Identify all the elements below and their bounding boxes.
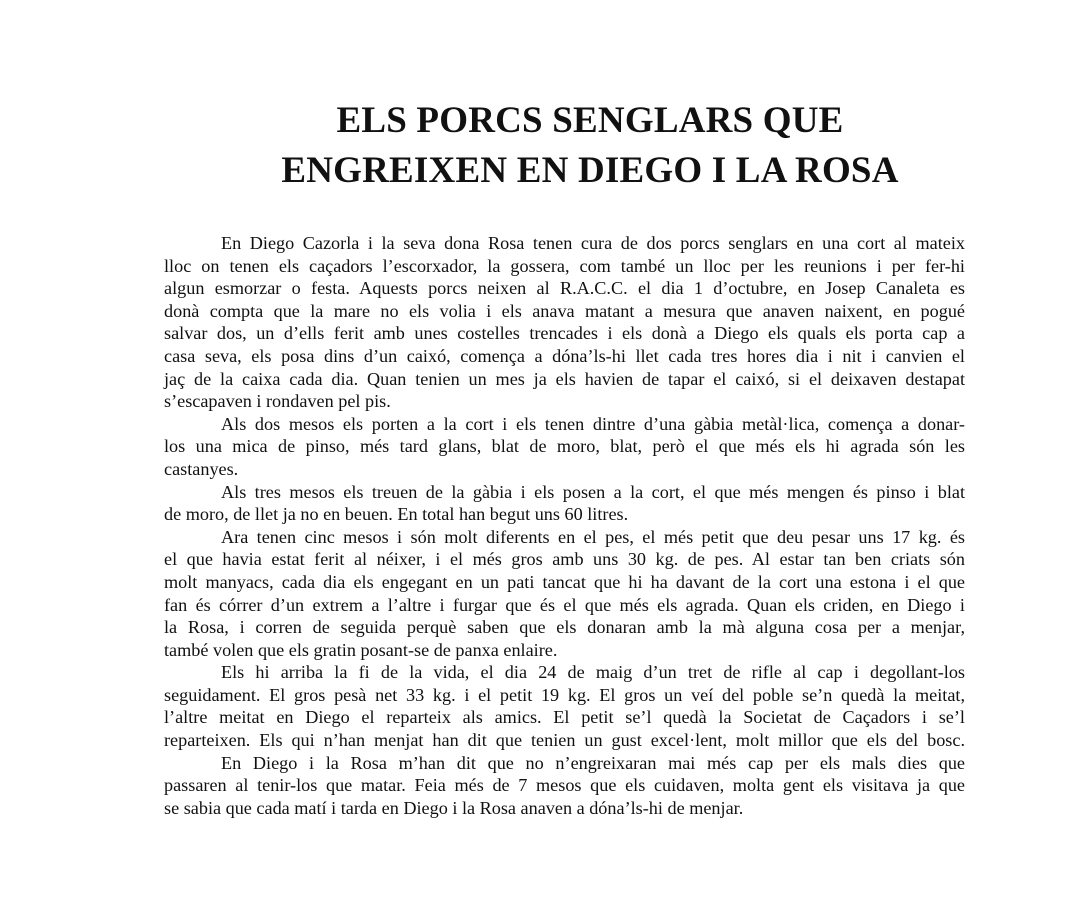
- text-line: s’escapaven i rondaven pel pis.: [164, 391, 391, 412]
- text-line: de moro, de llet ja no en beuen. En total han begut uns 60 litres.: [164, 504, 629, 525]
- text-line: passaren al tenir-los que matar. Feia més de 7 mesos que els cuidaven, molta gent els visitava ja que: [164, 775, 965, 796]
- text-line: lloc on tenen els caçadors l’escorxador, la gossera, com també un lloc per les reunions i per fer-hi: [164, 255, 965, 276]
- text-line: Als tres mesos els treuen de la gàbia i els posen a la cort, el que més mengen és pinso i blat: [221, 481, 965, 502]
- text-line: los una mica de pinso, més tard glans, blat de moro, blat, però el que més els hi agrada són les: [164, 436, 965, 457]
- paragraph-2: [164, 413, 965, 481]
- title-line-1: ELS PORCS SENGLARS QUE: [336, 100, 844, 141]
- page-title: [200, 96, 980, 196]
- text-line: reparteixen. Els qui n’han menjat han dit que tenien un gust excel·lent, molt millor que els del bosc.: [164, 730, 965, 751]
- text-line: se sabia que cada matí i tarda en Diego i la Rosa anaven a dóna’ls-hi de menjar.: [164, 797, 744, 818]
- paragraph-3: [164, 481, 965, 526]
- text-line: salvar dos, un d’ells ferit amb unes costelles trencades i els donà a Diego els quals els porta cap a: [164, 323, 965, 344]
- text-line: el que havia estat ferit al néixer, i el més gros amb uns 30 kg. de pes. Al estar tan ben criats són: [164, 549, 965, 570]
- text-line: molt manyacs, cada dia els engegant en un pati tancat que hi ha davant de la cort una estona i el que: [164, 571, 965, 592]
- paragraph-1: [164, 232, 965, 413]
- title-line-2: ENGREIXEN EN DIEGO I LA ROSA: [281, 150, 899, 191]
- text-line: En Diego i la Rosa m’han dit que no n’engreixaran mai més cap per els mals dies que: [221, 752, 965, 773]
- text-line: jaç de la caixa cada dia. Quan tenien un mes ja els havien de tapar el caixó, si el deixaven destapat: [164, 368, 965, 389]
- text-line: també volen que els gratin posant-se de panxa enlaire.: [164, 639, 558, 660]
- article-body: [164, 232, 965, 819]
- text-line: seguidament. El gros pesà net 33 kg. i el petit 19 kg. El gros un veí del poble se’n quedà la meitat,: [164, 684, 965, 705]
- text-line: Els hi arriba la fi de la vida, el dia 24 de maig d’un tret de rifle al cap i degollant-los: [221, 662, 965, 683]
- text-line: donà compta que la mare no els volia i els anava matant a mesura que anaven naixent, en pogué: [164, 300, 965, 321]
- paragraph-6: [164, 752, 965, 820]
- text-line: En Diego Cazorla i la seva dona Rosa tenen cura de dos porcs senglars en una cort al mateix: [221, 233, 965, 253]
- text-line: Als dos mesos els porten a la cort i els tenen dintre d’una gàbia metàl·lica, comença a donar-: [221, 413, 965, 434]
- text-line: casa seva, els posa dins d’un caixó, comença a dóna’ls-hi llet cada tres hores dia i nit i canvien el: [164, 345, 965, 366]
- paragraph-4: [164, 526, 965, 662]
- text-line: Ara tenen cinc mesos i són molt diferents en el pes, el més petit que deu pesar uns 17 kg. és: [221, 526, 965, 547]
- paragraph-5: [164, 661, 965, 751]
- text-line: la Rosa, i corren de seguida perquè saben que els donaran amb la mà alguna cosa per a menjar,: [164, 617, 965, 638]
- text-line: l’altre meitat en Diego el reparteix als amics. El petit se’l quedà la Societat de Caçadors i se’l: [164, 707, 965, 728]
- text-line: algun esmorzar o festa. Aquests porcs neixen al R.A.C.C. el dia 1 d’octubre, en Josep Canaleta es: [164, 278, 965, 299]
- text-line: fan és córrer d’un extrem a l’altre i furgar que és el que més els agrada. Quan els criden, en Diego i: [164, 594, 965, 615]
- text-line: castanyes.: [164, 458, 239, 479]
